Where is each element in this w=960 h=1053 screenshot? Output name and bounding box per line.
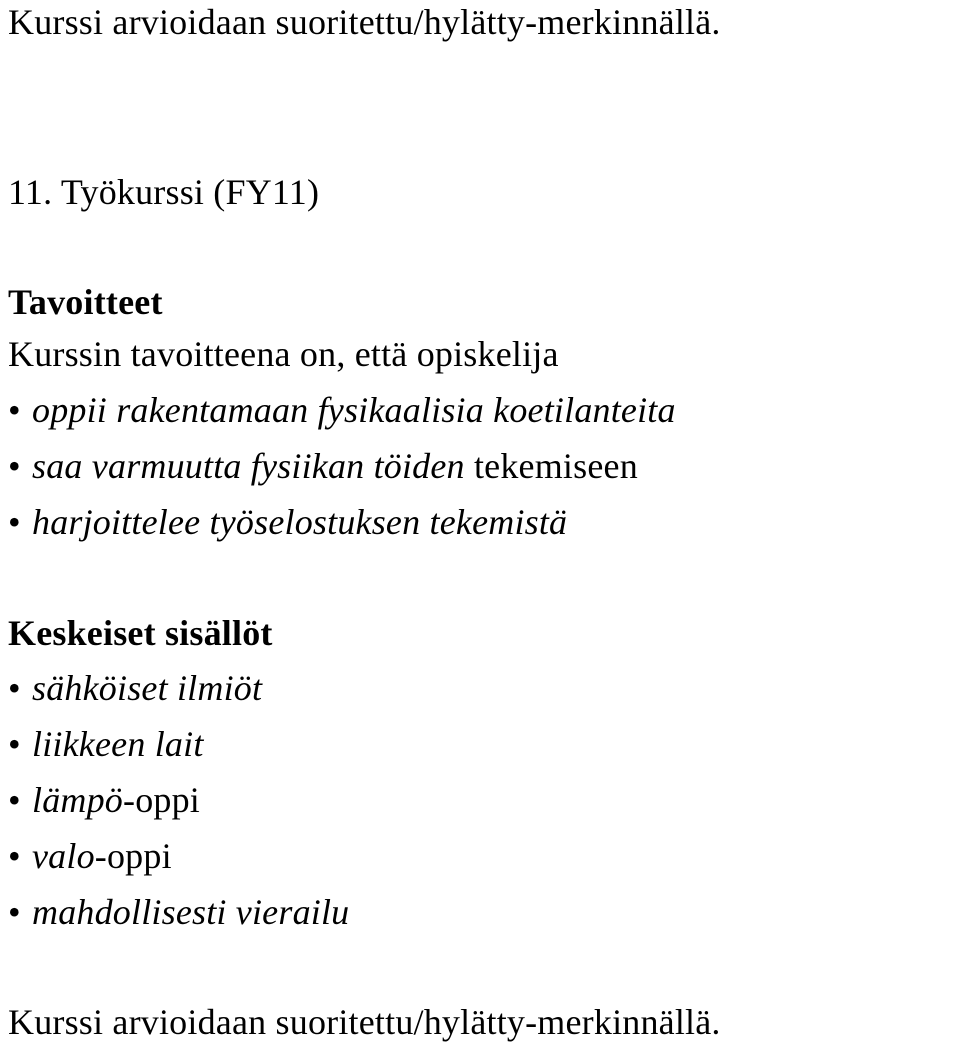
content-item [8, 834, 172, 878]
goals-heading: Tavoitteet [8, 282, 163, 322]
bullet-glyph: • [8, 390, 21, 430]
goal-item [8, 500, 567, 544]
document-page [8, 0, 958, 1053]
content-item [8, 666, 262, 710]
bullet-glyph: • [8, 892, 21, 932]
content-item-plain: -oppi [123, 780, 200, 820]
bullet-glyph: • [8, 502, 21, 542]
top-assessment-text: Kurssi arvioidaan suoritettu/hylätty-merkinnällä. [8, 2, 721, 42]
course-heading: 11. Työkurssi (FY11) [8, 172, 320, 212]
goal-item-italic: saa varmuutta fysiikan töiden [32, 446, 465, 486]
content-item [8, 890, 349, 934]
bullet-glyph: • [8, 668, 21, 708]
goals-intro: Kurssin tavoitteena on, että opiskelija [8, 334, 559, 374]
goal-item-italic: harjoittelee työselostuksen tekemistä [32, 502, 568, 542]
content-item [8, 722, 204, 766]
content-item [8, 778, 200, 822]
content-item-italic: sähköiset ilmiöt [32, 668, 263, 708]
content-item-italic: lämpö [32, 780, 123, 820]
bottom-assessment-text: Kurssi arvioidaan suoritettu/hylätty-merkinnällä. [8, 1002, 721, 1042]
goal-item-italic: oppii rakentamaan fysikaalisia koetilanteita [32, 390, 676, 430]
goal-item [8, 388, 676, 432]
content-item-plain: -oppi [94, 836, 172, 876]
bullet-glyph: • [8, 446, 21, 486]
contents-heading: Keskeiset sisällöt [8, 613, 273, 653]
goal-item-plain: tekemiseen [464, 446, 638, 486]
content-item-italic: mahdollisesti vierailu [32, 892, 350, 932]
goal-item [8, 444, 638, 488]
bullet-glyph: • [8, 836, 21, 876]
bullet-glyph: • [8, 724, 21, 764]
content-item-italic: valo [32, 836, 95, 876]
bullet-glyph: • [8, 780, 21, 820]
content-item-italic: liikkeen lait [32, 724, 204, 764]
